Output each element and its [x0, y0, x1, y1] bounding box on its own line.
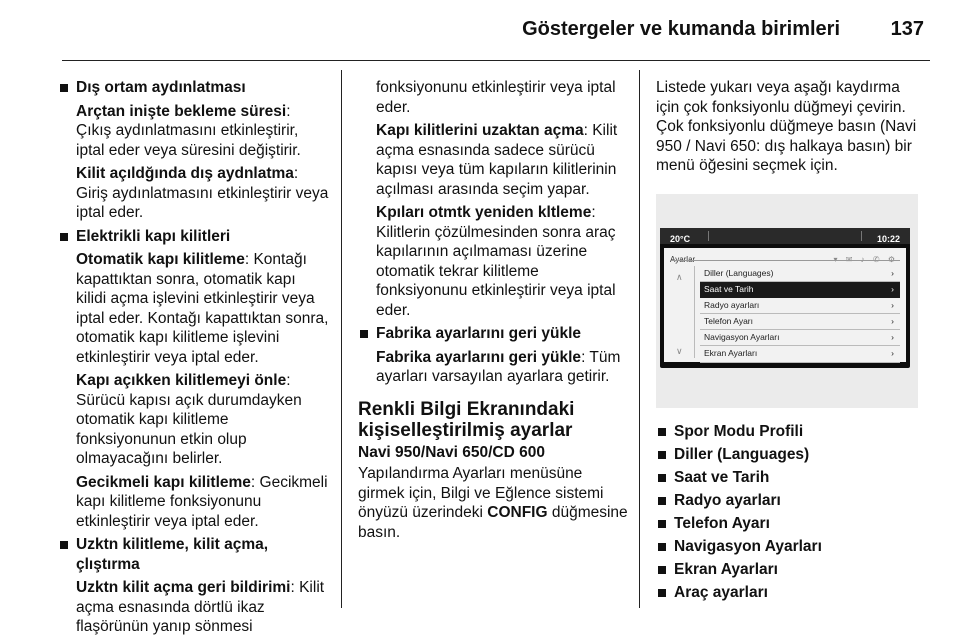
list-item: Spor Modu Profili — [656, 422, 926, 442]
clock: 10:22 — [876, 233, 900, 244]
page-title: Göstergeler ve kumanda birimleri — [522, 18, 840, 40]
column-divider-2 — [639, 70, 640, 608]
chevron-right-icon: › — [891, 283, 894, 294]
menu-item[interactable] — [700, 282, 900, 298]
term: Uzktn kilit açma geri bildirimi — [76, 579, 291, 596]
text: düğmesine basın. — [358, 504, 628, 541]
paragraph — [58, 164, 330, 223]
list-item: Navigasyon Ayarları — [656, 537, 926, 557]
menu-item-label: Saat ve Tarih — [704, 283, 754, 294]
paragraph — [58, 371, 330, 469]
text: Yapılandırma Ayarları menüsüne girmek için, Bilgi ve Eğlence sistemi önyüzü üzerindeki — [358, 465, 604, 521]
menu-item[interactable] — [700, 298, 900, 314]
section-title: Renkli Bilgi Ekranındaki kişiselleştirilmiş ayarlar — [358, 398, 575, 441]
list-item: Ekran Ayarları — [656, 560, 926, 580]
menu-item-label: Diller (Languages) — [704, 267, 774, 278]
term: Kpıları otmtk yeniden kltleme — [376, 204, 592, 221]
display-screen — [660, 228, 910, 368]
list-separator — [694, 266, 695, 358]
status-divider — [861, 231, 862, 241]
bullet-heading: Elektrikli kapı kilitleri — [58, 227, 330, 247]
chevron-right-icon: › — [891, 332, 894, 343]
list-item: Radyo ayarları — [656, 491, 926, 511]
text: : Kilit açma esnasında dörtlü ikaz flaşörünün yanıp sönmesi — [76, 579, 325, 635]
screen-status-bar — [660, 228, 910, 244]
bullet-heading: Uzktn kilitleme, kilit açma, çlıştırma — [58, 535, 330, 574]
chevron-right-icon: › — [891, 348, 894, 359]
paragraph — [358, 464, 630, 542]
menu-item[interactable] — [700, 266, 900, 282]
settings-bullet-list — [656, 422, 926, 603]
term: Otomatik kapı kilitleme — [76, 251, 245, 268]
list-item: Araç ayarları — [656, 583, 926, 603]
header-divider — [62, 60, 930, 61]
scroll-down-icon[interactable]: ∨ — [676, 345, 683, 356]
paragraph — [358, 203, 630, 320]
temperature: 20°C — [670, 233, 691, 244]
scroll-up-icon[interactable]: ∧ — [676, 271, 683, 282]
menu-item-label: Telefon Ayarı — [704, 316, 753, 327]
paragraph — [58, 250, 330, 367]
chevron-right-icon: › — [891, 267, 894, 278]
text: : Giriş aydınlatmasını etkinleştirir veya iptal eder. — [76, 165, 329, 221]
paragraph — [58, 102, 330, 161]
chevron-right-icon: › — [891, 316, 894, 327]
list-item: Telefon Ayarı — [656, 514, 926, 534]
bullet-heading: Dış ortam aydınlatması — [58, 78, 330, 98]
menu-item-label: Ekran Ayarları — [704, 348, 758, 359]
text: : Sürücü kapısı açık durumdayken otomatik kapı kilitleme fonksiyonunun etkin olup olmayacağını belirler. — [76, 372, 302, 467]
column-3 — [656, 78, 926, 606]
paragraph: fonksiyonunu etkinleştirir veya iptal eder. — [376, 79, 616, 116]
text: : Gecikmeli kapı kilitleme fonksiyonunu etkinleştirir veya iptal eder. — [76, 473, 328, 530]
page-number: 137 — [890, 18, 924, 40]
text: : Kilit açma esnasında sadece sürücü kapısı veya tüm kapıların kilitlerinin açılması arasında seçim yapar. — [376, 122, 618, 198]
menu-item[interactable] — [700, 346, 900, 362]
settings-menu-list — [700, 266, 900, 363]
term: Fabrika ayarlarını geri yükle — [376, 348, 582, 366]
text: : Çıkış aydınlatmasını etkinleştirir, iptal eder veya süresini değiştirir. — [76, 102, 301, 159]
paragraph — [358, 121, 630, 199]
term: Kilit açıldğında dış aydnlatma — [76, 165, 294, 182]
term: Kapı kilitlerini uzaktan açma — [376, 122, 584, 139]
term: Gecikmeli kapı kilitleme — [76, 473, 251, 491]
subsection-title: Navi 950/Navi 650/CD 600 — [358, 443, 545, 461]
chevron-right-icon: › — [891, 299, 894, 310]
column-1 — [58, 78, 330, 641]
title-underline — [670, 260, 900, 261]
column-divider-1 — [341, 70, 342, 608]
text: : Tüm ayarları varsayılan ayarlara getirir. — [376, 348, 621, 385]
menu-item[interactable] — [700, 314, 900, 330]
status-divider — [708, 231, 709, 241]
config-button-label: CONFIG — [487, 504, 548, 521]
menu-item[interactable] — [700, 330, 900, 346]
settings-screen-figure — [656, 194, 918, 408]
paragraph — [58, 578, 330, 637]
menu-item-label: Radyo ayarları — [704, 299, 760, 310]
paragraph: Listede yukarı veya aşağı kaydırma için çok fonksiyonlu düğmeyi çevirin. Çok fonksiyonlu düğmeye basın (Navi 950 / Navi 650: dış halkaya basın) bir menü öğesini seçmek için. — [656, 79, 917, 174]
term: Arçtan inişte bekleme süresi — [76, 102, 287, 120]
term: Kapı açıkken kilitlemeyi önle — [76, 372, 287, 389]
text: : Kontağı kapattıktan sonra, otomatik kapı kilidi açma işlevini etkinleştirir veya iptal eder. Kontağı kapattıktan sonra, otomatik kapı kilitleme işlevini etkinleştirir veya iptal eder. — [76, 251, 329, 366]
screen-body — [664, 248, 906, 362]
text: : Kilitlerin çözülmesinden sonra araç kapılarının açılmaması üzerine otomatik tekrar kilitleme fonksiyonunu etkinleştirir veya iptal eder. — [376, 204, 616, 319]
list-item: Diller (Languages) — [656, 445, 926, 465]
paragraph — [58, 473, 330, 532]
menu-item-label: Navigasyon Ayarları — [704, 332, 780, 343]
column-2 — [358, 78, 630, 546]
paragraph — [358, 348, 630, 387]
bullet-heading: Fabrika ayarlarını geri yükle — [358, 324, 630, 344]
list-item: Saat ve Tarih — [656, 468, 926, 488]
